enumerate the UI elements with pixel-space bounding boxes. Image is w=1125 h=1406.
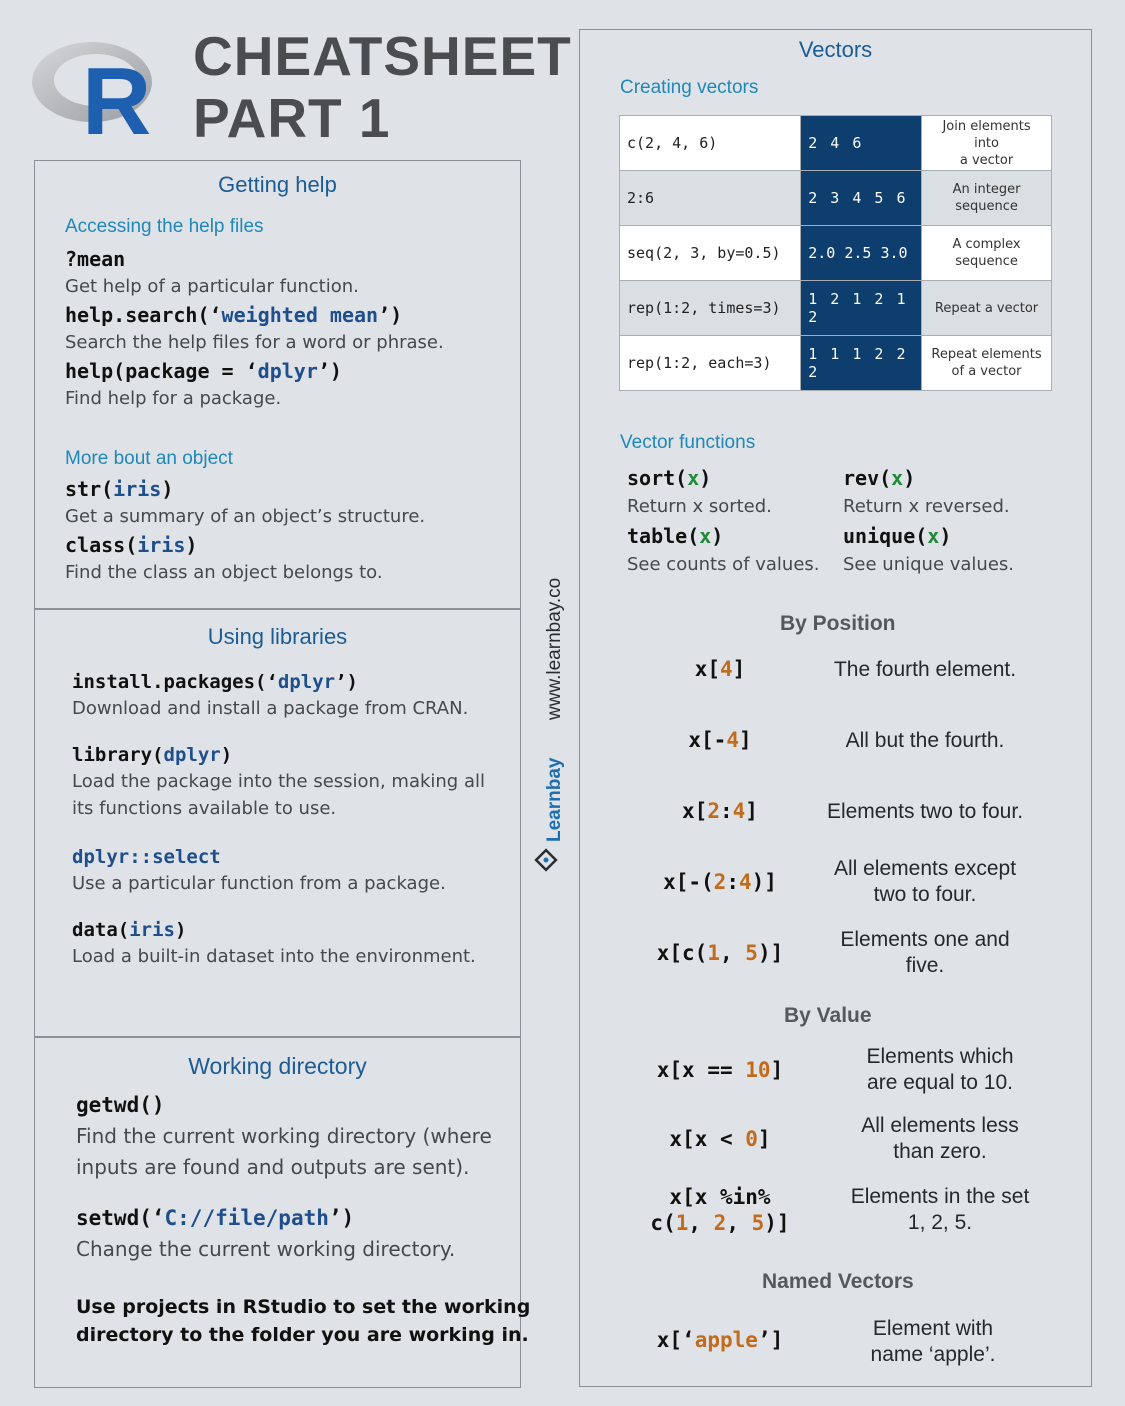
- title-line-1: CHEATSHEET: [193, 25, 572, 87]
- vector-functions-subtitle: Vector functions: [620, 432, 756, 453]
- table-cell-result: 1 1 1 2 2 2: [801, 336, 922, 391]
- fn-desc-unique: See unique values.: [843, 554, 1015, 575]
- wd-code-setwd: setwd(‘C://file/path’): [76, 1206, 355, 1230]
- help-desc-str: Get a summary of an object’s structure.: [65, 506, 426, 527]
- learnbay-watermark: [532, 520, 572, 880]
- table-cell-code: seq(2, 3, by=0.5): [620, 226, 801, 281]
- named-desc: Element with name ‘apple’.: [870, 1317, 996, 1366]
- workdir-panel: [34, 1036, 531, 1388]
- table-cell-desc: Join elements into a vector: [922, 116, 1052, 171]
- libraries-title: Using libraries: [207, 624, 348, 649]
- table-cell-desc: Repeat a vector: [922, 281, 1052, 336]
- libraries-panel: [34, 608, 521, 1038]
- table-cell-desc: Repeat elements of a vector: [922, 336, 1052, 391]
- help-code-search: help.search(‘weighted mean’): [65, 303, 403, 327]
- named-code: x[‘apple’]: [656, 1328, 784, 1352]
- by-position-heading: By Position: [780, 612, 896, 635]
- lib-desc-select: Use a particular function from a package.: [72, 873, 446, 894]
- workdir-title: Working directory: [188, 1053, 367, 1079]
- table-cell-result: 2 3 4 5 6: [801, 171, 922, 226]
- table-cell-result: 1 2 1 2 1 2: [801, 281, 922, 336]
- r-logo-letter: R: [82, 48, 152, 140]
- lib-code-data: data(iris): [72, 919, 187, 941]
- table-cell-code: rep(1:2, each=3): [620, 336, 801, 391]
- pos-desc-2: All but the fourth.: [845, 729, 1005, 752]
- table-row: [620, 226, 1052, 281]
- table-cell-code: c(2, 4, 6): [620, 116, 801, 171]
- lib-desc-library: Load the package into the session, making all: [72, 771, 485, 792]
- fn-code-unique: unique(x): [843, 524, 952, 548]
- lib-code-select: dplyr::select: [72, 846, 221, 868]
- lib-code-install: install.packages(‘dplyr’): [72, 671, 358, 693]
- creating-vectors-table: [619, 115, 1052, 391]
- help-desc-class: Find the class an object belongs to.: [65, 562, 383, 583]
- fn-desc-rev: Return x reversed.: [843, 496, 1010, 517]
- watermark-url: www.learnbay.co: [544, 577, 565, 720]
- table-cell-result: 2.0 2.5 3.0: [801, 226, 922, 281]
- val-desc-1: Elements which are equal to 10.: [866, 1045, 1014, 1094]
- wd-desc-getwd-2: inputs are found and outputs are sent).: [76, 1155, 470, 1179]
- val-code-2: x[x < 0]: [669, 1127, 771, 1151]
- help-code-str: str(iris): [65, 477, 174, 501]
- table-row: [620, 116, 1052, 171]
- pos-desc-4: All elements except two to four.: [833, 857, 1017, 906]
- named-vectors-heading: Named Vectors: [762, 1270, 914, 1293]
- pos-desc-3: Elements two to four.: [826, 800, 1024, 823]
- pos-desc-5: Elements one and five.: [840, 928, 1010, 977]
- getting-help-title: Getting help: [218, 172, 337, 197]
- val-code-3: x[x %in% c(1, 2, 5)]: [650, 1185, 790, 1235]
- by-value-heading: By Value: [784, 1004, 872, 1027]
- table-cell-code: rep(1:2, times=3): [620, 281, 801, 336]
- fn-desc-sort: Return x sorted.: [627, 496, 772, 517]
- wd-note-2: directory to the folder you are working in.: [76, 1324, 529, 1346]
- table-cell-desc: An integer sequence: [922, 171, 1052, 226]
- pos-code-3: x[2:4]: [682, 799, 758, 823]
- fn-code-table: table(x): [627, 524, 724, 548]
- fn-code-rev: rev(x): [843, 466, 916, 490]
- getting-help-panel: [34, 160, 521, 610]
- pos-code-2: x[-4]: [688, 728, 752, 752]
- help-code-class: class(iris): [65, 533, 198, 557]
- table-cell-result: 2 4 6: [801, 116, 922, 171]
- fn-code-sort: sort(x): [627, 466, 712, 490]
- title-line-2: PART 1: [193, 87, 391, 149]
- help-desc-search: Search the help files for a word or phrase.: [65, 332, 444, 353]
- table-cell-desc: A complex sequence: [922, 226, 1052, 281]
- table-cell-code: 2:6: [620, 171, 801, 226]
- help-code-package: help(package = ‘dplyr’): [65, 359, 342, 383]
- pos-desc-1: The fourth element.: [833, 658, 1017, 681]
- help-desc-package: Find help for a package.: [65, 388, 282, 409]
- wd-code-getwd: getwd(): [76, 1093, 165, 1117]
- fn-desc-table: See counts of values.: [627, 554, 820, 575]
- val-desc-3: Elements in the set 1, 2, 5.: [850, 1185, 1030, 1234]
- val-desc-2: All elements less than zero.: [861, 1114, 1019, 1163]
- learnbay-logo-icon: [536, 850, 556, 870]
- accessing-help-subtitle: Accessing the help files: [65, 216, 264, 237]
- table-row: [620, 171, 1052, 226]
- lib-desc-install: Download and install a package from CRAN.: [72, 698, 469, 719]
- creating-vectors-subtitle: Creating vectors: [620, 77, 759, 98]
- lib-code-library: library(dplyr): [72, 744, 233, 766]
- lib-desc-data: Load a built-in dataset into the environment.: [72, 946, 476, 967]
- val-code-1: x[x == 10]: [656, 1058, 784, 1082]
- help-desc-mean: Get help of a particular function.: [65, 276, 359, 297]
- wd-note-1: Use projects in RStudio to set the working: [76, 1296, 531, 1318]
- pos-code-1: x[4]: [694, 657, 746, 681]
- vectors-title: Vectors: [798, 37, 873, 62]
- pos-code-5: x[c(1, 5)]: [656, 941, 784, 965]
- wd-desc-getwd-1: Find the current working directory (where: [76, 1124, 492, 1148]
- wd-desc-setwd: Change the current working directory.: [76, 1237, 456, 1261]
- lib-desc-library-2: its functions available to use.: [72, 798, 337, 819]
- help-code-mean: ?mean: [65, 247, 126, 271]
- r-logo: [30, 30, 170, 140]
- more-object-subtitle: More bout an object: [65, 448, 233, 469]
- table-row: [620, 336, 1052, 391]
- pos-code-4: x[-(2:4)]: [663, 870, 777, 894]
- watermark-brand: Learnbay: [544, 757, 565, 842]
- table-row: [620, 281, 1052, 336]
